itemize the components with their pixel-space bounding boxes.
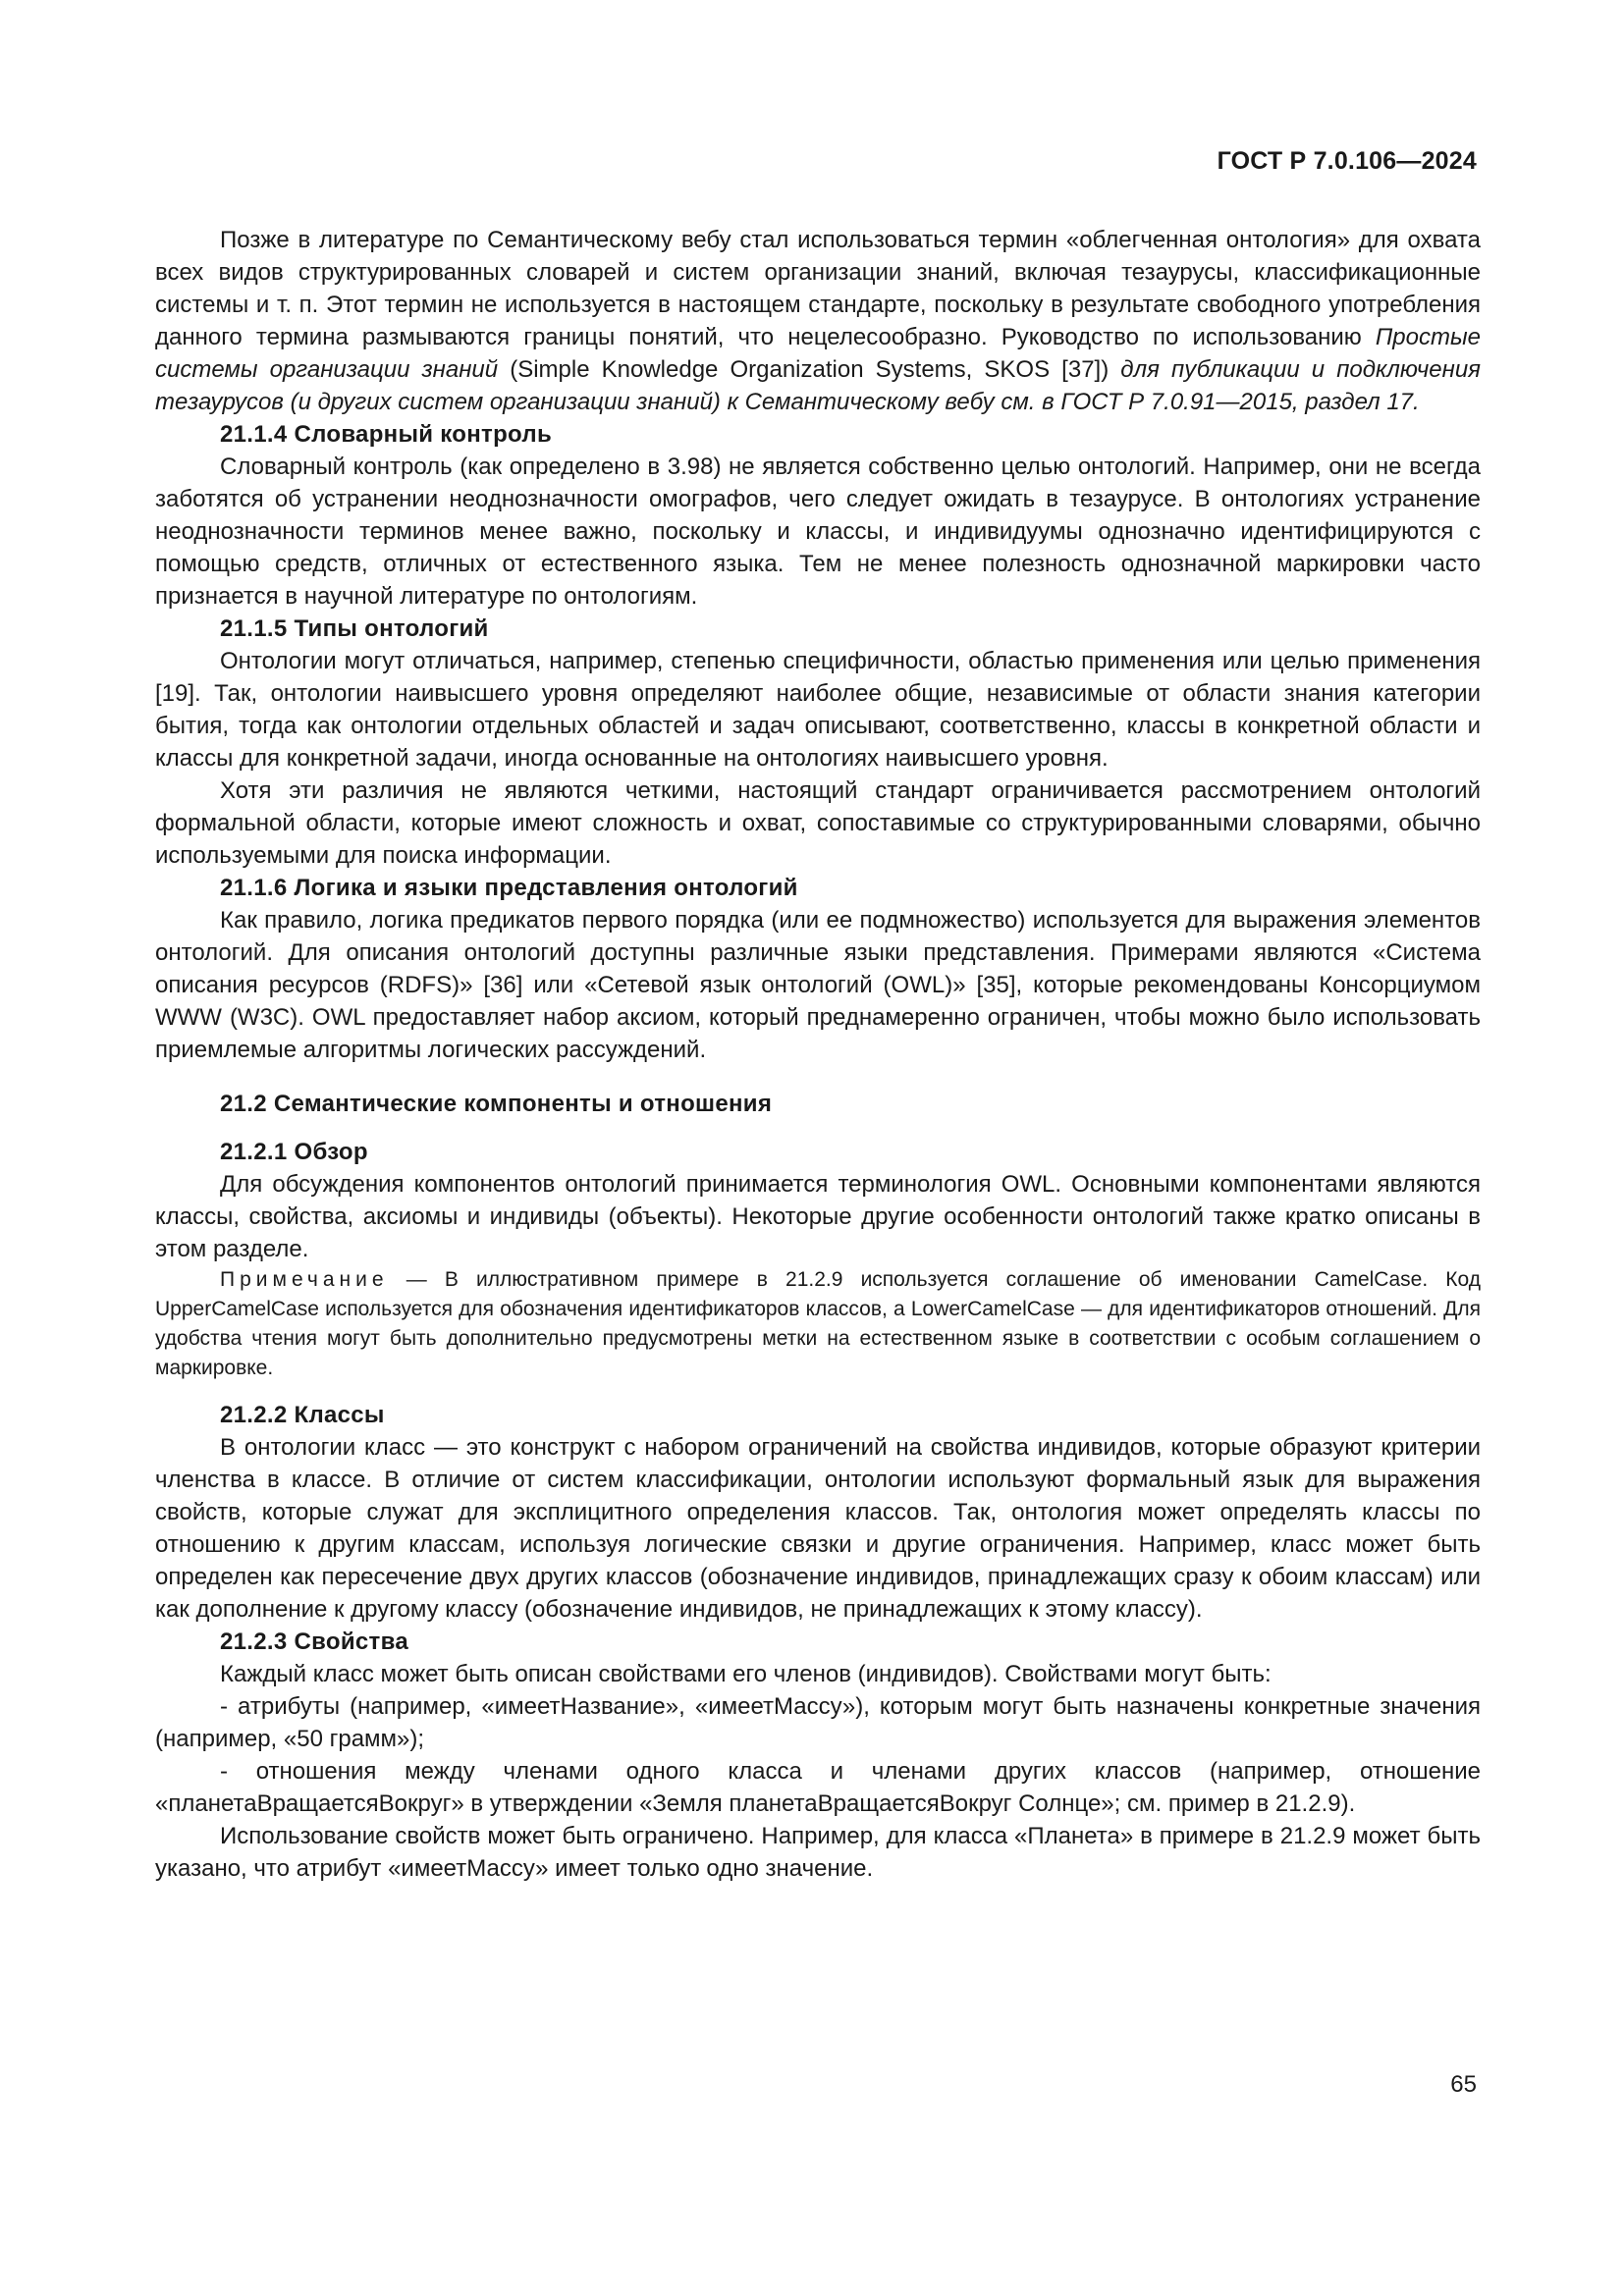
heading-21-1-6: 21.1.6 Логика и языки представления онтологий [220, 875, 798, 901]
heading-21-2: 21.2 Семантические компоненты и отношения [220, 1091, 773, 1117]
heading-21-2-2: 21.2.2 Классы [220, 1402, 385, 1428]
heading-21-2-1: 21.2.1 Обзор [220, 1139, 368, 1165]
note-text: — В иллюстративном примере в 21.2.9 используется соглашение об именовании CamelCase. Код UpperCamelCase используется для обозначения идентификаторов классов, а LowerCamelCase — для идентификаторов отношений. Для удобства чтения могут быть дополнительно предусмотрены метки на естественном языке в соответствии с особым соглашением о маркировке. [155, 1268, 1481, 1379]
heading-21-1-5: 21.1.5 Типы онтологий [220, 615, 489, 642]
paragraph-21-1-4: Словарный контроль (как определено в 3.98) не является собственно целью онтологий. Например, они не всегда заботятся об устранении неоднозначности омографов, чего следует ожидать в тезаурусе. В онтологиях устранение неоднозначности терминов менее важно, поскольку и классы, и индивидуумы однозначно идентифицируются с помощью средств, отличных от естественного языка. Тем не менее полезность однозначной маркировки часто признается в научной литературе по онтологиям. [155, 454, 1481, 610]
paragraph-21-2-3-b: Использование свойств может быть ограничено. Например, для класса «Планета» в примере в 21.2.9 может быть указано, что атрибут «имеетМассу» имеет только одно значение. [155, 1823, 1481, 1882]
list-item: - атрибуты (например, «имеетНазвание», «имеетМассу»), которым могут быть назначены конкретные значения (например, «50 грамм»); [155, 1693, 1481, 1752]
document-body [155, 224, 1481, 1885]
intro-paragraph [155, 224, 1481, 418]
intro-text: Позже в литературе по Семантическому вебу стал использоваться термин «облегченная онтология» для охвата всех видов структурированных словарей и систем организации знаний, включая тезаурусы, классификационные системы и т. п. Этот термин не используется в настоящем стандарте, поскольку в результате свободного употребления данного термина размываются границы понятий, что нецелесообразно. Руководство по использованию [155, 227, 1481, 350]
intro-skos-title: Простые системы организации знаний [155, 324, 1481, 383]
list-item: - отношения между членами одного класса и членами других классов (например, отношение «планетаВращаетсяВокруг» в утверждении «Земля планетаВращаетсяВокруг Солнце»; см. пример в 21.2.9). [155, 1758, 1481, 1817]
intro-skos-ref: (Simple Knowledge Organization Systems, SKOS [37]) [498, 356, 1121, 383]
paragraph-21-2-2: В онтологии класс — это конструкт с набором ограничений на свойства индивидов, которые образуют критерии членства в классе. В отличие от систем классификации, онтологии используют формальный язык для выражения свойств, которые служат для эксплицитного определения классов. Так, онтология может определять классы по отношению к другим классам, используя логические связки и другие ограничения. Например, класс может быть определен как пересечение двух других классов (обозначение индивидов, принадлежащих сразу к обоим классам) или как дополнение к другому классу (обозначение индивидов, не принадлежащих к этому классу). [155, 1434, 1481, 1623]
paragraph-21-1-6: Как правило, логика предикатов первого порядка (или ее подмножество) используется для выражения элементов онтологий. Для описания онтологий доступны различные языки представления. Примерами являются «Система описания ресурсов (RDFS)» [36] или «Сетевой язык онтологий (OWL)» [35], которые рекомендованы Консорциумом WWW (W3C). OWL предоставляет набор аксиом, который преднамеренно ограничен, чтобы можно было использовать приемлемые алгоритмы логических рассуждений. [155, 907, 1481, 1063]
heading-21-1-4: 21.1.4 Словарный контроль [220, 421, 553, 448]
intro-skos-note: для публикации и подключения тезаурусов (и других систем организации знаний) к Семантическому вебу см. в ГОСТ Р 7.0.91—2015, раздел 17. [155, 356, 1481, 415]
document-code-header: ГОСТ Р 7.0.106—2024 [1217, 147, 1477, 175]
paragraph-21-1-5-a: Онтологии могут отличаться, например, степенью специфичности, областью применения или целью применения [19]. Так, онтологии наивысшего уровня определяют наиболее общие, независимые от области знания категории бытия, тогда как онтологии отдельных областей и задач описывают, соответственно, классы в конкретной области и классы для конкретной задачи, иногда основанные на онтологиях наивысшего уровня. [155, 648, 1481, 772]
paragraph-21-2-1: Для обсуждения компонентов онтологий принимается терминология OWL. Основными компонентами являются классы, свойства, аксиомы и индивиды (объекты). Некоторые другие особенности онтологий также кратко описаны в этом разделе. [155, 1171, 1481, 1262]
note-label: Примечание [220, 1268, 389, 1291]
heading-21-2-3: 21.2.3 Свойства [220, 1629, 408, 1655]
page-number: 65 [1450, 2071, 1477, 2098]
paragraph-21-2-3-a: Каждый класс может быть описан свойствами его членов (индивидов). Свойствами могут быть: [220, 1661, 1272, 1687]
paragraph-21-1-5-b: Хотя эти различия не являются четкими, настоящий стандарт ограничивается рассмотрением онтологий формальной области, которые имеют сложность и охват, сопоставимые со структурированными словарями, обычно используемыми для поиска информации. [155, 777, 1481, 869]
note-21-2-1 [155, 1265, 1481, 1383]
